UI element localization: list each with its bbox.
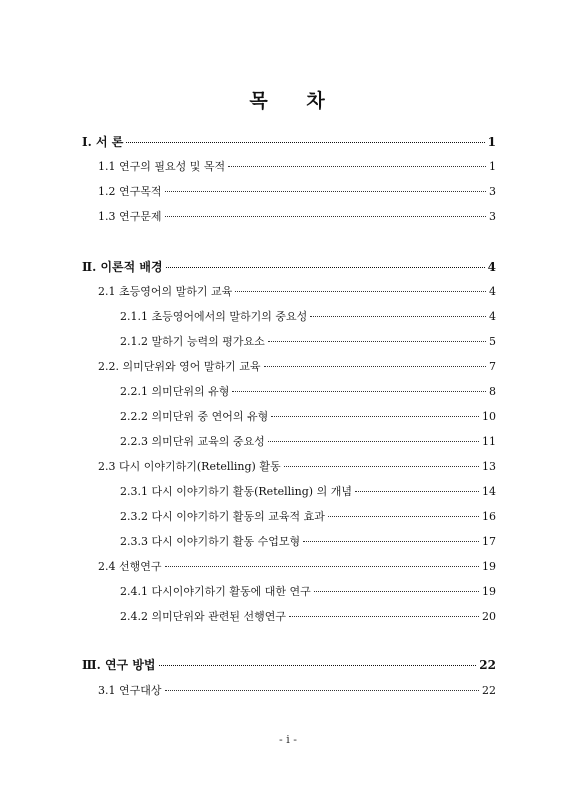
- dot-leader: [165, 191, 487, 192]
- dot-leader: [264, 366, 487, 367]
- toc-entry-2-4-1: [120, 583, 496, 599]
- toc-label: 1.1 연구의 필요성 및 목적: [98, 160, 226, 173]
- dot-leader: [165, 690, 480, 691]
- toc-entry-2-3-1: [120, 483, 496, 499]
- toc-page-number: 4: [489, 310, 496, 323]
- toc-label: 2.3.3 다시 이야기하기 활동 수업모형: [120, 535, 301, 548]
- toc-label: Ⅱ. 이론적 배경: [82, 260, 163, 274]
- toc-page-number: 19: [482, 585, 496, 598]
- toc-label: 2.1.2 말하기 능력의 평가요소: [120, 335, 265, 348]
- toc-title-part2: 차: [306, 90, 327, 112]
- toc-page-number: 10: [482, 410, 496, 423]
- dot-leader: [328, 516, 479, 517]
- dot-leader: [268, 341, 486, 342]
- toc-page-number: 13: [482, 460, 496, 473]
- toc-label: 2.3 다시 이야기하기(Retelling) 활동: [98, 460, 281, 473]
- toc-title: [0, 86, 576, 113]
- toc-label: 1.2 연구목적: [98, 185, 162, 198]
- toc-label: 1.3 연구문제: [98, 210, 162, 223]
- toc-page-number: 5: [489, 335, 496, 348]
- dot-leader: [165, 566, 480, 567]
- toc-label: Ⅲ. 연구 방법: [82, 658, 156, 672]
- toc-entry-3-1: [98, 682, 496, 698]
- toc-label: 2.2.3 의미단위 교육의 중요성: [120, 435, 265, 448]
- dot-leader: [228, 166, 486, 167]
- toc-entry-2-3-3: [120, 533, 496, 549]
- toc-label: 2.1 초등영어의 말하기 교육: [98, 285, 233, 298]
- toc-entry-2-2-3: [120, 433, 496, 449]
- toc-entry-2-4: [98, 558, 496, 574]
- dot-leader: [284, 466, 479, 467]
- toc-entry-2-1: [98, 283, 496, 299]
- toc-page-number: 16: [482, 510, 496, 523]
- toc-page-number: 3: [489, 210, 496, 223]
- toc-page-number: 1: [487, 135, 496, 149]
- toc-page-number: 1: [489, 160, 496, 173]
- toc-entry-1-1: [98, 158, 496, 174]
- toc-label: 2.3.2 다시 이야기하기 활동의 교육적 효과: [120, 510, 325, 523]
- toc-entry-chapter-3: [82, 656, 496, 673]
- toc-page-number: 17: [482, 535, 496, 548]
- toc-entry-chapter-1: [82, 133, 496, 150]
- toc-entry-2-3: [98, 458, 496, 474]
- toc-title-part1: 목: [249, 90, 270, 112]
- toc-page-number: 22: [479, 658, 496, 672]
- toc-label: 2.2.1 의미단위의 유형: [120, 385, 230, 398]
- dot-leader: [232, 391, 486, 392]
- toc-entry-2-2-2: [120, 408, 496, 424]
- toc-label: 2.2. 의미단위와 영어 말하기 교육: [98, 360, 261, 373]
- dot-leader: [165, 216, 487, 217]
- dot-leader: [271, 416, 479, 417]
- toc-page-number: 3: [489, 185, 496, 198]
- dot-leader: [310, 316, 486, 317]
- toc-entry-2-2-1: [120, 383, 496, 399]
- toc-label: 2.4 선행연구: [98, 560, 162, 573]
- toc-page-number: 14: [482, 485, 496, 498]
- toc-page-number: 19: [482, 560, 496, 573]
- dot-leader: [303, 541, 479, 542]
- toc-label: 3.1 연구대상: [98, 684, 162, 697]
- dot-leader: [166, 267, 485, 268]
- toc-label: 2.4.2 의미단위와 관련된 선행연구: [120, 610, 286, 623]
- dot-leader: [159, 665, 477, 666]
- toc-page-number: 11: [482, 435, 496, 448]
- toc-label: 2.2.2 의미단위 중 연어의 유형: [120, 410, 269, 423]
- toc-entry-chapter-2: [82, 258, 496, 275]
- dot-leader: [126, 142, 484, 143]
- toc-page-number: 22: [482, 684, 496, 697]
- toc-page-number: 7: [489, 360, 496, 373]
- toc-page-number: 4: [487, 260, 496, 274]
- toc-entry-2-2: [98, 358, 496, 374]
- toc-page-number: 20: [482, 610, 496, 623]
- toc-label: Ⅰ. 서 론: [82, 135, 124, 149]
- toc-entry-2-1-2: [120, 333, 496, 349]
- toc-entry-1-3: [98, 208, 496, 224]
- dot-leader: [268, 441, 479, 442]
- toc-page-number: 8: [489, 385, 496, 398]
- toc-entry-2-3-2: [120, 508, 496, 524]
- toc-label: 2.3.1 다시 이야기하기 활동(Retelling) 의 개념: [120, 485, 352, 498]
- toc-entry-1-2: [98, 183, 496, 199]
- page-footer-number: - i -: [279, 733, 297, 746]
- toc-entry-2-4-2: [120, 608, 496, 624]
- toc-label: 2.4.1 다시이야기하기 활동에 대한 연구: [120, 585, 311, 598]
- dot-leader: [314, 591, 479, 592]
- dot-leader: [355, 491, 479, 492]
- toc-entry-2-1-1: [120, 308, 496, 324]
- dot-leader: [235, 291, 486, 292]
- dot-leader: [289, 616, 479, 617]
- toc-label: 2.1.1 초등영어에서의 말하기의 중요성: [120, 310, 308, 323]
- toc-page-number: 4: [489, 285, 496, 298]
